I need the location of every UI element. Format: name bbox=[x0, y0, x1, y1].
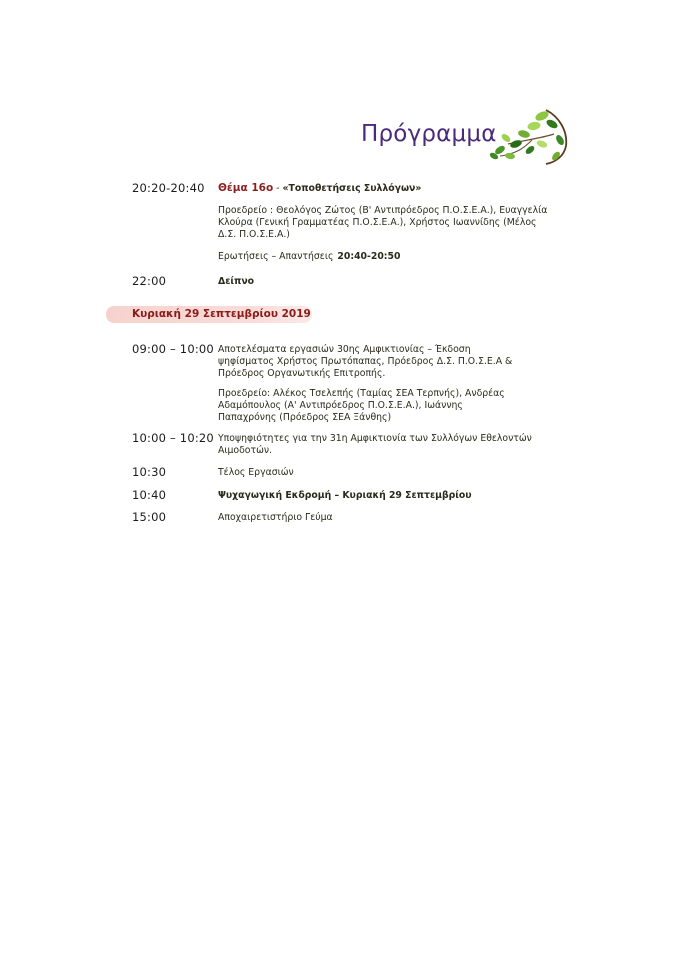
sunday-item-text: Αποτελέσματα εργασιών 30ης Αμφικτιονίας – Έκδοση ψηφίσματος Χρήστος Πρωτόπαπας, Πρόεδρος Δ.Σ. Π.Ο.Σ.Ε.Α & Πρόεδρος Οργανωτικής Επιτροπής. bbox=[218, 344, 513, 380]
sunday-item-text: Ψυχαγωγική Εκδρομή – Κυριακή 29 Σεπτεμβρίου bbox=[218, 490, 472, 501]
day-banner-label: Κυριακή 29 Σεπτεμβρίου 2019 bbox=[132, 308, 311, 320]
theme-title: «Τοποθετήσεις Συλλόγων» bbox=[282, 183, 422, 194]
sunday-time: 09:00 – 10:00 bbox=[132, 342, 214, 356]
sunday-time: 15:00 bbox=[132, 510, 167, 524]
questions-label: Ερωτήσεις – Απαντήσεις bbox=[218, 251, 334, 262]
sunday-item-text: Υποψηφιότητες για την 31η Αμφικτιονία των Συλλόγων Εθελοντών Αιμοδοτών. bbox=[218, 433, 532, 457]
sunday-item-text: Αποχαιρετιστήριο Γεύμα bbox=[218, 512, 333, 523]
dinner-label: Δείπνο bbox=[218, 276, 255, 287]
dinner-time: 22:00 bbox=[132, 274, 167, 288]
sunday-time: 10:30 bbox=[132, 465, 167, 479]
session-theme bbox=[218, 182, 538, 195]
sunday-time: 10:40 bbox=[132, 488, 167, 502]
sunday-time: 10:00 – 10:20 bbox=[132, 431, 214, 445]
session-time: 20:20-20:40 bbox=[132, 181, 205, 195]
theme-separator: - bbox=[273, 183, 283, 194]
questions-time: 20:40-20:50 bbox=[337, 251, 401, 262]
theme-number: Θέμα 16ο bbox=[218, 182, 274, 194]
sunday-item-chairs: Προεδρείο: Αλέκος Τσελεπής (Ταμίας ΣΕΑ Τερπνής), Ανδρέας Αδαμόπουλος (Α' Αντιπρόεδρος Π.Ο.Σ.Ε.Α.), Ιωάννης Παπαχρόνης (Πρόεδρος ΣΕΑ Ξάνθης) bbox=[218, 388, 505, 424]
session-chairs: Προεδρείο : Θεολόγος Ζώτος (Β' Αντιπρόεδρος Π.Ο.Σ.Ε.Α.), Ευαγγελία Κλούρα (Γενική Γραμματέας Π.Ο.Σ.Ε.Α.), Χρήστος Ιωαννίδης (Μέλος Δ.Σ. Π.Ο.Σ.Ε.Α.) bbox=[218, 205, 548, 241]
page-title: Πρόγραμμα bbox=[361, 121, 497, 147]
questions-line bbox=[218, 251, 538, 263]
leafy-vine-icon bbox=[486, 104, 578, 170]
sunday-item-text: Τέλος Εργασιών bbox=[218, 467, 294, 478]
